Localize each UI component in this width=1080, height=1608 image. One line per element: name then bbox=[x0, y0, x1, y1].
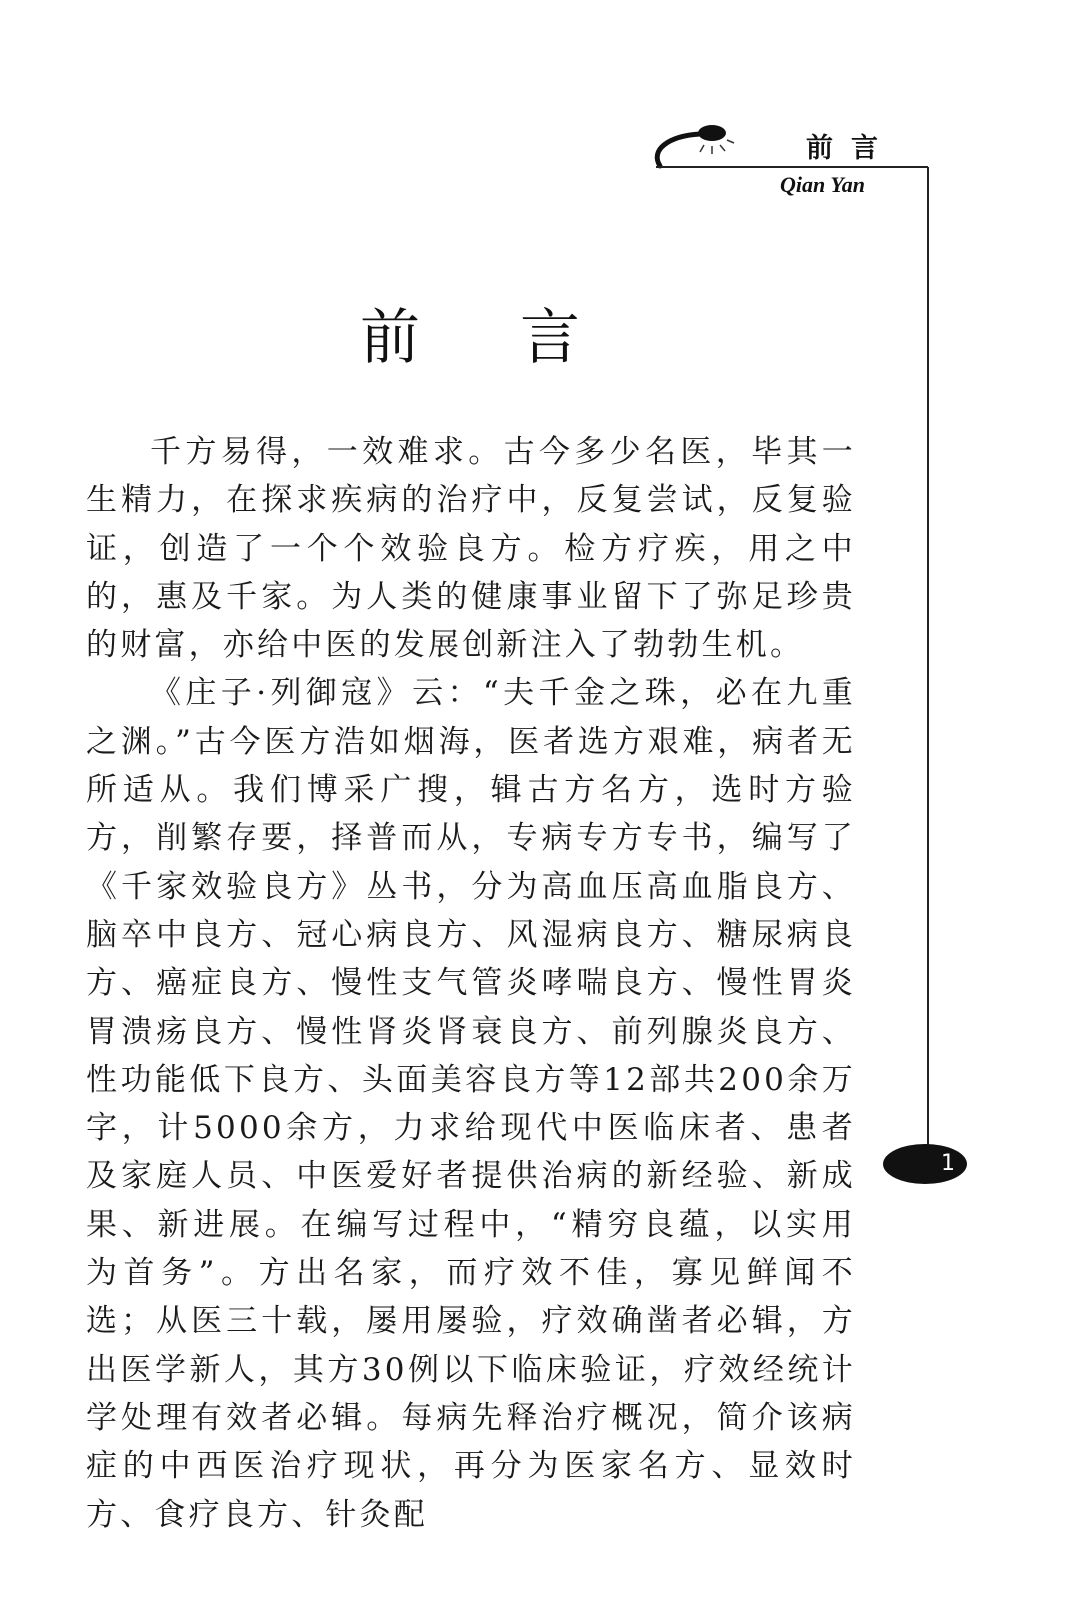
page-number: 1 bbox=[941, 1151, 955, 1176]
running-header-title: 前言 bbox=[806, 133, 896, 164]
page-title: 前言 bbox=[360, 303, 680, 373]
paragraph-1: 千方易得，一效难求。古今多少名医，毕其一生精力，在探求疾病的治疗中，反复尝试，反复验证，创造了一个个效验良方。检方疗疾，用之中的，惠及千家。为人类的健康事业留下了弥足珍贵的财富，亦给中医的发展创新注入了勃勃生机。 bbox=[86, 434, 856, 664]
running-header-pinyin: Qian Yan bbox=[780, 172, 865, 197]
paragraph-2: 《庄子·列御寇》云：“夫千金之珠，必在九重之渊。”古今医方浩如烟海，医者选方艰难，病者无所适从。我们博采广搜，辑古方名方，选时方验方，削繁存要，择普而从，专病专方专书，编写了《千家效验良方》丛书，分为高血压高血脂良方、脑卒中良方、冠心病良方、风湿病良方、糖尿病良方、癌症良方、慢性支气管炎哮喘良方、慢性胃炎胃溃疡良方、慢性肾炎肾衰良方、前列腺炎良方、性功能低下良方、头面美容良方等12部共200余万字，计5000余方，力求给现代中医临床者、患者及家庭人员、中医爱好者提供治病的新经验、新成果、新进展。在编写过程中，“精穷良蕴，以实用为首务”。方出名家，而疗效不佳，寡见鲜闻不选；从医三十载，屡用屡验，疗效确凿者必辑，方出医学新人，其方30例以下临床验证，疗效经统计学处理有效者必辑。每病先释治疗概况，简介该病症的中西医治疗现状，再分为医家名方、显效时方、食疗良方、针灸配 bbox=[86, 675, 856, 1533]
body-text bbox=[86, 428, 856, 1539]
